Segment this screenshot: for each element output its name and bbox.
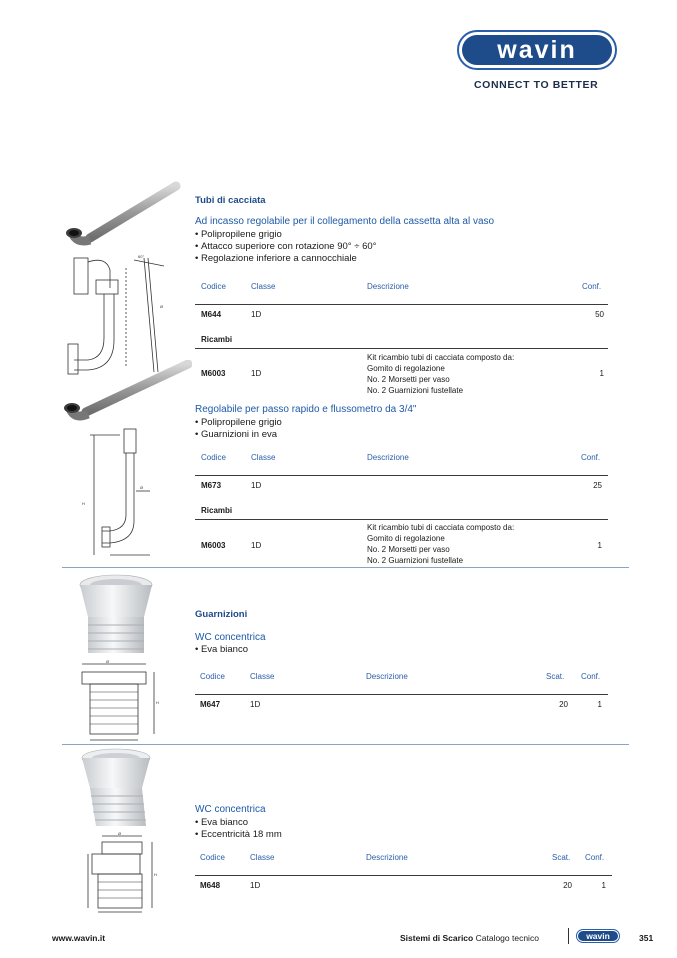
table-rule bbox=[195, 475, 608, 476]
description-cell bbox=[367, 522, 514, 566]
ricambi-label: Ricambi bbox=[201, 335, 233, 344]
conf-cell: 1 bbox=[597, 541, 602, 550]
header-conf: Conf. bbox=[581, 453, 601, 462]
bullet-item: • Attacco superiore con rotazione 90° ÷ 60° bbox=[195, 241, 376, 253]
tagline: CONNECT TO BETTER bbox=[474, 79, 599, 91]
section-divider bbox=[62, 567, 629, 568]
svg-text:60°: 60° bbox=[138, 254, 145, 259]
gasket-photo-1 bbox=[76, 573, 156, 658]
description-line: Gomito di regolazione bbox=[367, 534, 445, 543]
scat-cell: 20 bbox=[559, 700, 568, 709]
class-cell: 1D bbox=[250, 881, 261, 890]
wavin-logo bbox=[457, 30, 617, 70]
bullet-item: • Eccentricità 18 mm bbox=[195, 829, 282, 841]
header-scat: Scat. bbox=[552, 853, 571, 862]
bullet-item: • Eva bianco bbox=[195, 817, 282, 829]
description-line: No. 2 Morsetti per vaso bbox=[367, 545, 450, 554]
header-conf: Conf. bbox=[585, 853, 605, 862]
header-codice: Codice bbox=[200, 672, 225, 681]
bullet-list-guarnizioni-2 bbox=[195, 817, 282, 841]
conf-cell: 50 bbox=[595, 310, 604, 319]
header-conf: Conf. bbox=[582, 282, 602, 291]
header-codice: Codice bbox=[201, 453, 226, 462]
code-cell: M673 bbox=[201, 481, 222, 490]
svg-text:Ø: Ø bbox=[118, 832, 122, 836]
pipe-photo-1 bbox=[62, 180, 182, 250]
scat-cell: 20 bbox=[563, 881, 572, 890]
footer-catalog-bold: Sistemi di Scarico bbox=[400, 933, 474, 943]
code-cell: M6003 bbox=[201, 369, 226, 378]
pipe-technical-drawing-1 bbox=[64, 248, 174, 378]
logo-text: wavin bbox=[497, 36, 577, 64]
bullet-item: • Eva bianco bbox=[195, 644, 248, 656]
code-cell: M644 bbox=[201, 310, 222, 319]
bullet-list-guarnizioni-1 bbox=[195, 644, 248, 656]
table-rule bbox=[195, 875, 612, 876]
svg-text:Ø: Ø bbox=[140, 485, 144, 490]
code-cell: M647 bbox=[200, 700, 221, 709]
description-line: Kit ricambio tubi di cacciata composto da: bbox=[367, 523, 515, 532]
subtitle-guarnizioni-1: WC concentrica bbox=[195, 632, 266, 643]
class-cell: 1D bbox=[250, 700, 261, 709]
header-descrizione: Descrizione bbox=[366, 672, 408, 681]
bullet-list-tubi-2 bbox=[195, 417, 282, 441]
table-rule bbox=[195, 694, 608, 695]
subtitle-guarnizioni-2: WC concentrica bbox=[195, 804, 266, 815]
subtitle-tubi-2: Regolabile per passo rapido e flussometro da 3/4" bbox=[195, 404, 417, 415]
section-title-tubi: Tubi di cacciata bbox=[195, 195, 266, 206]
description-line: Gomito di regolazione bbox=[367, 364, 445, 373]
header-descrizione: Descrizione bbox=[367, 282, 409, 291]
bullet-item: • Regolazione inferiore a cannocchiale bbox=[195, 253, 376, 265]
class-cell: 1D bbox=[251, 310, 262, 319]
code-cell: M648 bbox=[200, 881, 221, 890]
table-rule bbox=[195, 304, 608, 305]
header-descrizione: Descrizione bbox=[366, 853, 408, 862]
pipe-technical-drawing-2 bbox=[80, 425, 180, 560]
class-cell: 1D bbox=[251, 369, 262, 378]
header-conf: Conf. bbox=[581, 672, 601, 681]
description-cell bbox=[367, 352, 514, 396]
small-logo-text: wavin bbox=[586, 931, 610, 942]
bullet-item: • Polipropilene grigio bbox=[195, 229, 376, 241]
gasket-technical-drawing-1 bbox=[76, 660, 162, 742]
footer-catalog bbox=[400, 933, 539, 943]
page-number: 351 bbox=[639, 933, 654, 943]
header-classe: Classe bbox=[251, 453, 276, 462]
bullet-item: • Guarnizioni in eva bbox=[195, 429, 282, 441]
svg-text:Ø: Ø bbox=[160, 304, 164, 309]
conf-cell: 1 bbox=[597, 700, 602, 709]
code-cell: M6003 bbox=[201, 541, 226, 550]
table-rule bbox=[195, 519, 608, 520]
svg-text:H: H bbox=[154, 872, 157, 877]
ricambi-label: Ricambi bbox=[201, 506, 233, 515]
subtitle-tubi-1: Ad incasso regolabile per il collegamento della cassetta alta al vaso bbox=[195, 216, 495, 227]
conf-cell: 25 bbox=[593, 481, 602, 490]
svg-text:Ø: Ø bbox=[106, 660, 110, 664]
header-classe: Classe bbox=[251, 282, 276, 291]
svg-text:H: H bbox=[82, 501, 85, 506]
footer-small-logo bbox=[576, 929, 620, 943]
bullet-list-tubi-1 bbox=[195, 229, 376, 265]
header-classe: Classe bbox=[250, 853, 275, 862]
class-cell: 1D bbox=[251, 481, 262, 490]
description-line: No. 2 Guarnizioni fustellate bbox=[367, 386, 464, 395]
section-divider bbox=[62, 744, 629, 745]
gasket-technical-drawing-2 bbox=[80, 832, 162, 916]
description-line: No. 2 Morsetti per vaso bbox=[367, 375, 450, 384]
header-codice: Codice bbox=[200, 853, 225, 862]
footer-website[interactable]: www.wavin.it bbox=[52, 933, 106, 943]
pipe-photo-2 bbox=[62, 360, 192, 430]
description-line: No. 2 Guarnizioni fustellate bbox=[367, 556, 464, 565]
table-rule bbox=[195, 348, 608, 349]
header-descrizione: Descrizione bbox=[367, 453, 409, 462]
header-classe: Classe bbox=[250, 672, 275, 681]
class-cell: 1D bbox=[251, 541, 262, 550]
description-line: Kit ricambio tubi di cacciata composto da: bbox=[367, 353, 515, 362]
footer-divider bbox=[568, 928, 569, 944]
svg-text:H: H bbox=[156, 700, 159, 705]
footer-catalog-rest: Catalogo tecnico bbox=[475, 933, 539, 943]
bullet-item: • Polipropilene grigio bbox=[195, 417, 282, 429]
gasket-photo-2 bbox=[76, 748, 158, 830]
header-codice: Codice bbox=[201, 282, 226, 291]
conf-cell: 1 bbox=[599, 369, 604, 378]
conf-cell: 1 bbox=[601, 881, 606, 890]
header-scat: Scat. bbox=[546, 672, 565, 681]
section-title-guarnizioni: Guarnizioni bbox=[195, 609, 248, 620]
